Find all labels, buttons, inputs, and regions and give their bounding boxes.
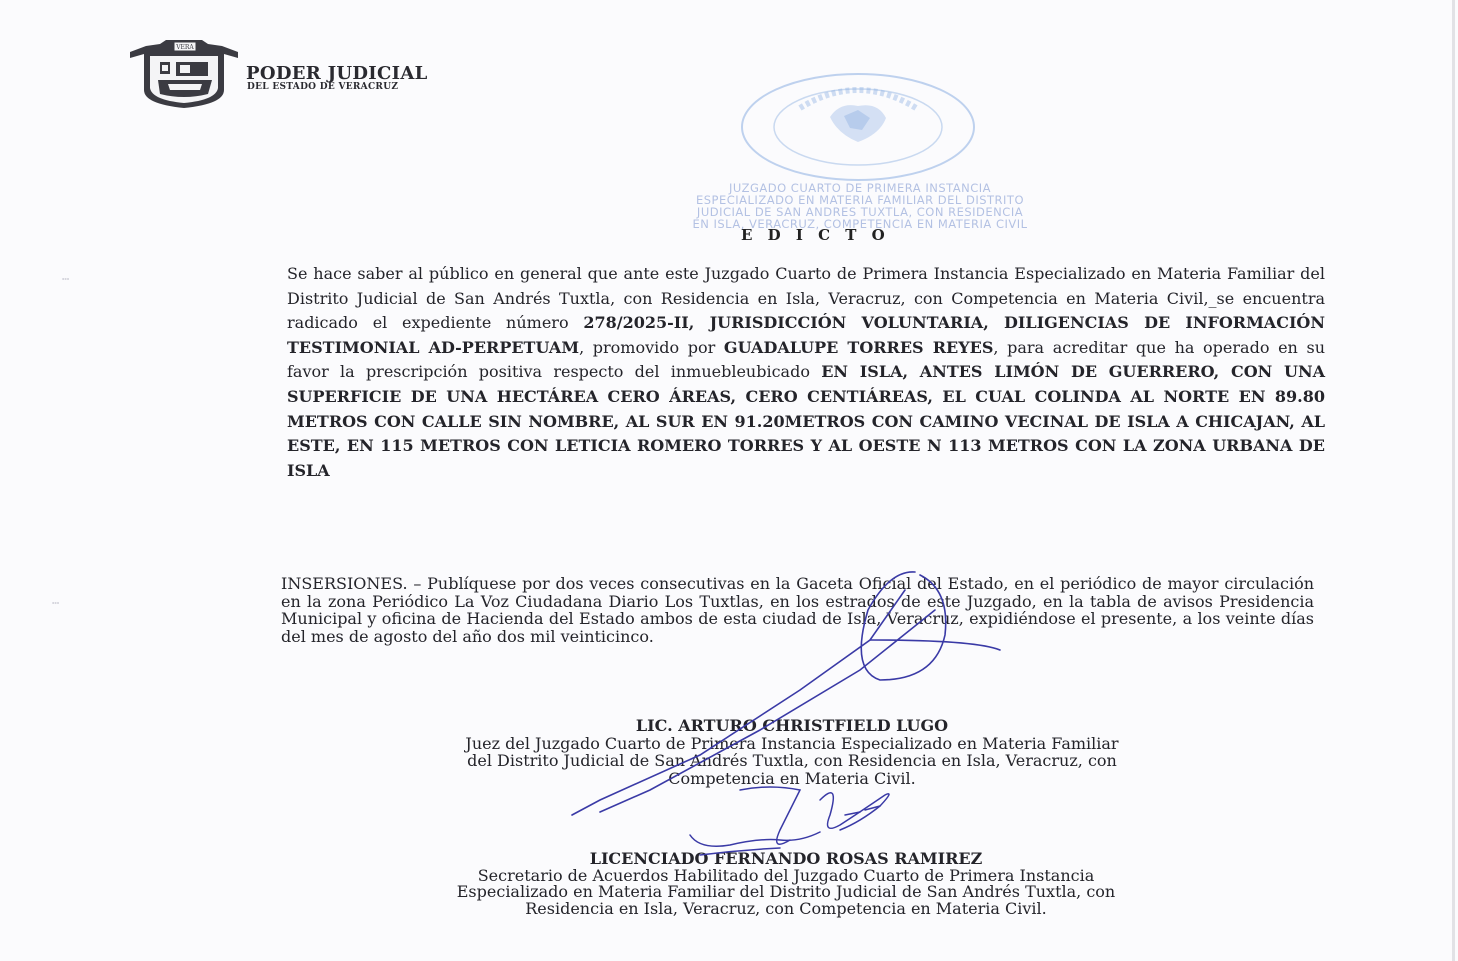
judge-title-line: Juez del Juzgado Cuarto de Primera Instancia Especializado en Materia Familiar — [465, 733, 1119, 753]
signatory-secretary — [276, 851, 1296, 917]
page-edge — [1452, 0, 1455, 961]
body-text-1: Se hace saber al público en general que ante este Juzgado Cuarto de Primera Instancia Especializado en Materia Familiar del Distrito Judicial de San Andrés Tuxtla, con Residencia en Isla, Veracruz, con Competencia en Materia Civil,_se encuentra radicado el expediente número — [287, 264, 1325, 333]
org-subtitle: DEL ESTADO DE VERACRUZ — [247, 82, 399, 92]
property-description: EN ISLA, ANTES LIMÓN DE GUERRERO, CON UNA SUPERFICIE DE UNA HECTÁREA CERO ÁREAS, CERO CENTIÁREAS, EL CUAL COLINDA AL NORTE EN 89.80 METROS CON CALLE SIN NOMBRE, AL SUR EN 91.20METROS CON CAMINO VECINAL DE ISLA A CHICAJAN, AL ESTE, EN 115 METROS CON LETICIA ROMERO TORRES Y AL OESTE N 113 METROS CON LA ZONA URBANA DE ISLA — [287, 362, 1326, 480]
org-name: PODER JUDICIAL — [246, 63, 428, 84]
coat-of-arms-icon — [120, 38, 248, 110]
seal-line: JUZGADO CUARTO DE PRIMERA INSTANCIA — [728, 181, 992, 195]
seal-text — [610, 182, 1110, 230]
seal-line: JUDICIAL DE SAN ANDRES TUXTLA, CON RESIDENCIA — [696, 205, 1024, 219]
body-text-2: , promovido por — [579, 337, 724, 357]
official-seal-icon — [740, 72, 978, 182]
logo-label: VERA — [176, 44, 194, 51]
insertions-paragraph: INSERSIONES. – Publíquese por dos veces consecutivas en la Gaceta Oficial del Estado, en el periódico de mayor circulación en la zona Periódico La Voz Ciudadana Diario Los Tuxtlas, en los estrados de este Juzgado, en la tabla de avisos Presidencia Municipal y oficina de Hacienda del Estado ambos de esta ciudad de Isla, Veracruz, expidiéndose el presente, a los veinte días del mes de agosto del año dos mil veinticinco. — [281, 574, 1314, 646]
judge-name: LIC. ARTURO CHRISTFIELD LUGO — [635, 716, 949, 735]
secretary-name: LICENCIADO FERNANDO ROSAS RAMIREZ — [589, 849, 983, 868]
body-paragraph — [287, 262, 1325, 483]
document-title: E D I C T O — [741, 226, 890, 244]
judge-title-line: Competencia en Materia Civil. — [668, 768, 916, 788]
secretary-title-line: Secretario de Acuerdos Habilitado del Juzgado Cuarto de Primera Instancia — [477, 865, 1095, 885]
case-number: 278/2025-II, JURISDICCIÓN VOLUNTARIA, DILIGENCIAS DE INFORMACIÓN TESTIMONIAL AD-PERPETUAM — [287, 313, 1325, 357]
promoter-name: GUADALUPE TORRES REYES — [723, 337, 994, 357]
signature-secretary-icon — [690, 787, 889, 855]
secretary-title-line: Residencia en Isla, Veracruz, con Competencia en Materia Civil. — [525, 898, 1047, 918]
margin-mark: ┅ — [62, 272, 70, 286]
body-text-3: , para acreditar que ha operado en su favor la prescripción positiva respecto del inmuebleubicado — [287, 337, 1325, 382]
margin-mark: ┅ — [52, 596, 60, 610]
signatory-judge — [287, 717, 1297, 787]
judge-title-line: del Distrito Judicial de San Andrés Tuxtla, con Residencia en Isla, Veracruz, con — [467, 751, 1117, 770]
secretary-title-line: Especializado en Materia Familiar del Distrito Judicial de San Andrés Tuxtla, con — [456, 882, 1116, 901]
seal-line: ESPECIALIZADO EN MATERIA FAMILIAR DEL DISTRITO — [695, 193, 1025, 207]
seal-line: EN ISLA, VERACRUZ, COMPETENCIA EN MATERIA CIVIL — [692, 217, 1028, 231]
